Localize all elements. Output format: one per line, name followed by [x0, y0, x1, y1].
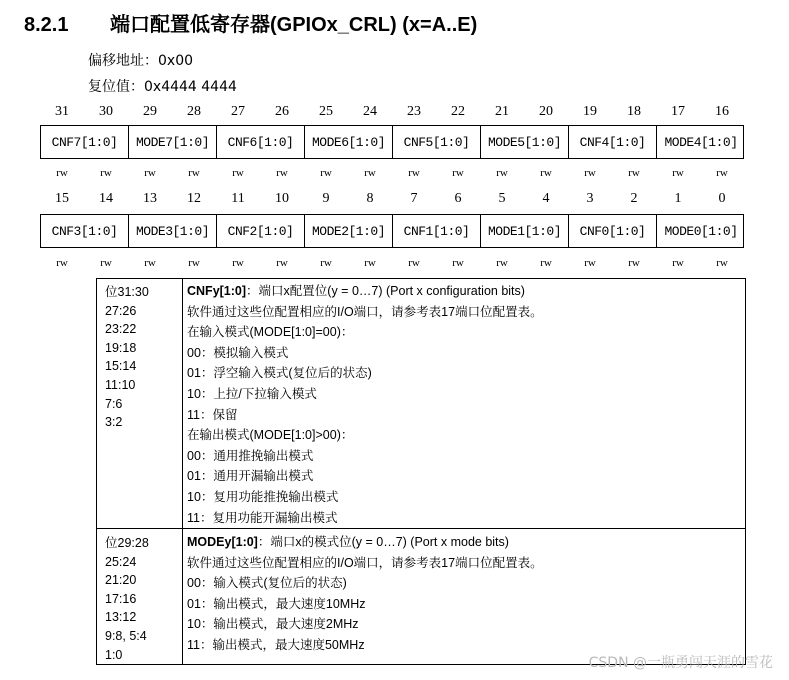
bit-number: 8: [366, 191, 374, 206]
register-field: CNF6[1:0]: [217, 126, 305, 158]
bit-number: 11: [231, 191, 245, 206]
access-type: rw: [496, 257, 508, 269]
low-access-row: [40, 257, 744, 271]
description-line: 01：通用开漏输出模式: [187, 469, 314, 484]
access-type: rw: [276, 257, 288, 269]
cnf-description: [187, 281, 543, 528]
access-type: rw: [584, 257, 596, 269]
bit-number: 13: [143, 191, 157, 206]
mode-field-desc: ：端口x的模式位(y = 0…7) (Port x mode bits): [257, 535, 509, 549]
description-line: 11：复用功能开漏输出模式: [187, 510, 338, 525]
register-field: MODE1[1:0]: [481, 215, 569, 247]
bit-number: 2: [630, 191, 638, 206]
register-field: MODE0[1:0]: [664, 223, 738, 239]
description-line: 10：输出模式，最大速度2MHz: [187, 617, 359, 632]
description-line: 11：输出模式，最大速度50MHz: [187, 637, 365, 652]
offset-address: 偏移地址：0x00: [88, 53, 194, 69]
bit-position: 13:12: [105, 610, 137, 625]
access-type: rw: [408, 167, 420, 179]
description-line: 10：复用功能推挽输出模式: [187, 489, 339, 504]
access-type: rw: [144, 257, 156, 269]
access-type: rw: [672, 257, 684, 269]
description-line: 软件通过这些位配置相应的I/O端口，请参考表17端口位配置表。: [187, 304, 543, 319]
description-line: 10：上拉/下拉输入模式: [187, 386, 317, 401]
bit-position: 15:14: [105, 359, 137, 374]
bit-position: 位29:28: [105, 536, 149, 550]
access-type: rw: [188, 257, 200, 269]
reset-value: 复位值：0x4444 4444: [88, 79, 237, 95]
bit-position: 19:18: [105, 340, 137, 355]
access-type: rw: [144, 167, 156, 179]
description-line: 00：通用推挽输出模式: [187, 448, 314, 463]
bit-number: 14: [99, 191, 113, 206]
access-type: rw: [320, 167, 332, 179]
bit-number: 23: [407, 104, 421, 119]
access-type: rw: [232, 167, 244, 179]
bit-number: 7: [410, 191, 418, 206]
cnf-field-name: CNFy[1:0]: [187, 284, 247, 298]
register-field: MODE7[1:0]: [129, 126, 217, 158]
access-type: rw: [188, 167, 200, 179]
bit-number: 16: [715, 104, 729, 119]
bit-position: 9:8, 5:4: [105, 628, 147, 643]
register-field: CNF2[1:0]: [217, 215, 305, 247]
bit-position: 7:6: [105, 396, 123, 411]
register-field: CNF3[1:0]: [41, 215, 129, 247]
bit-number: 22: [451, 104, 465, 119]
description-line: 在输出模式(MODE[1:0]>00)：: [187, 428, 354, 443]
access-type: rw: [320, 257, 332, 269]
bit-number: 0: [718, 191, 726, 206]
watermark: CSDN @一瓶勇闯天涯的雪花: [588, 655, 773, 671]
bit-number: 1: [674, 191, 682, 206]
description-line: 00：输入模式(复位后的状态): [187, 576, 347, 591]
bit-number: 5: [498, 191, 506, 206]
bit-number: 9: [322, 191, 330, 206]
bit-position: 21:20: [105, 573, 137, 588]
access-type: rw: [584, 167, 596, 179]
register-field: CNF7[1:0]: [41, 126, 129, 158]
high-bit-numbers: [40, 104, 744, 122]
column-divider: [182, 279, 183, 664]
low-bit-numbers: [40, 191, 744, 209]
register-field: MODE2[1:0]: [305, 215, 393, 247]
register-high-half: [40, 125, 744, 159]
register-field: MODE4[1:0]: [664, 134, 738, 150]
access-type: rw: [408, 257, 420, 269]
bit-number: 26: [275, 104, 289, 119]
mode-bit-positions: [105, 534, 149, 664]
cnf-bit-positions: [105, 283, 149, 432]
bit-number: 27: [231, 104, 245, 119]
access-type: rw: [232, 257, 244, 269]
bit-number: 20: [539, 104, 553, 119]
bit-number: 28: [187, 104, 201, 119]
access-type: rw: [452, 257, 464, 269]
bit-description-table: [96, 278, 746, 665]
section-number: 8.2.1: [24, 14, 69, 36]
bit-number: 10: [275, 191, 289, 206]
row-divider: [97, 528, 745, 529]
description-line: 01：输出模式，最大速度10MHz: [187, 596, 366, 611]
bit-position: 23:22: [105, 322, 137, 337]
bit-number: 21: [495, 104, 509, 119]
access-type: rw: [672, 167, 684, 179]
description-line: 00：模拟输入模式: [187, 345, 289, 360]
access-type: rw: [452, 167, 464, 179]
access-type: rw: [540, 167, 552, 179]
access-type: rw: [364, 167, 376, 179]
access-type: rw: [716, 257, 728, 269]
register-field: CNF5[1:0]: [393, 126, 481, 158]
description-line: 在输入模式(MODE[1:0]=00)：: [187, 325, 354, 340]
bit-number: 4: [542, 191, 550, 206]
bit-position: 位31:30: [105, 285, 149, 299]
bit-number: 24: [363, 104, 377, 119]
register-field: CNF0[1:0]: [569, 215, 657, 247]
bit-number: 29: [143, 104, 157, 119]
bit-number: 18: [627, 104, 641, 119]
cnf-field-desc: ：端口x配置位(y = 0…7) (Port x configuration bits): [246, 284, 525, 298]
register-field: MODE5[1:0]: [481, 126, 569, 158]
access-type: rw: [56, 257, 68, 269]
description-line: 软件通过这些位配置相应的I/O端口，请参考表17端口位配置表。: [187, 555, 543, 570]
bit-number: 25: [319, 104, 333, 119]
access-type: rw: [628, 257, 640, 269]
bit-number: 31: [55, 104, 69, 119]
description-line: 01：浮空输入模式(复位后的状态): [187, 366, 372, 381]
bit-position: 27:26: [105, 303, 137, 318]
high-access-row: [40, 167, 744, 181]
register-field: CNF1[1:0]: [393, 215, 481, 247]
register-field: MODE3[1:0]: [129, 215, 217, 247]
register-low-half: [40, 214, 744, 248]
bit-position: 25:24: [105, 554, 137, 569]
bit-position: 17:16: [105, 591, 137, 606]
access-type: rw: [100, 257, 112, 269]
access-type: rw: [540, 257, 552, 269]
access-type: rw: [364, 257, 376, 269]
section-heading: [24, 8, 477, 37]
access-type: rw: [56, 167, 68, 179]
access-type: rw: [100, 167, 112, 179]
bit-position: 3:2: [105, 415, 123, 430]
bit-number: 3: [586, 191, 594, 206]
register-field: CNF4[1:0]: [569, 126, 657, 158]
bit-position: 1:0: [105, 647, 123, 662]
bit-number: 17: [671, 104, 685, 119]
register-field: MODE6[1:0]: [305, 126, 393, 158]
access-type: rw: [628, 167, 640, 179]
bit-number: 6: [454, 191, 462, 206]
bit-number: 19: [583, 104, 597, 119]
access-type: rw: [276, 167, 288, 179]
description-line: 11：保留: [187, 407, 238, 422]
mode-description: [187, 532, 543, 656]
access-type: rw: [496, 167, 508, 179]
mode-field-name: MODEy[1:0]: [187, 535, 258, 549]
section-title: 端口配置低寄存器(GPIOx_CRL) (x=A..E): [110, 14, 478, 36]
bit-number: 15: [55, 191, 69, 206]
bit-position: 11:10: [105, 377, 136, 392]
bit-number: 12: [187, 191, 201, 206]
bit-number: 30: [99, 104, 113, 119]
access-type: rw: [716, 167, 728, 179]
